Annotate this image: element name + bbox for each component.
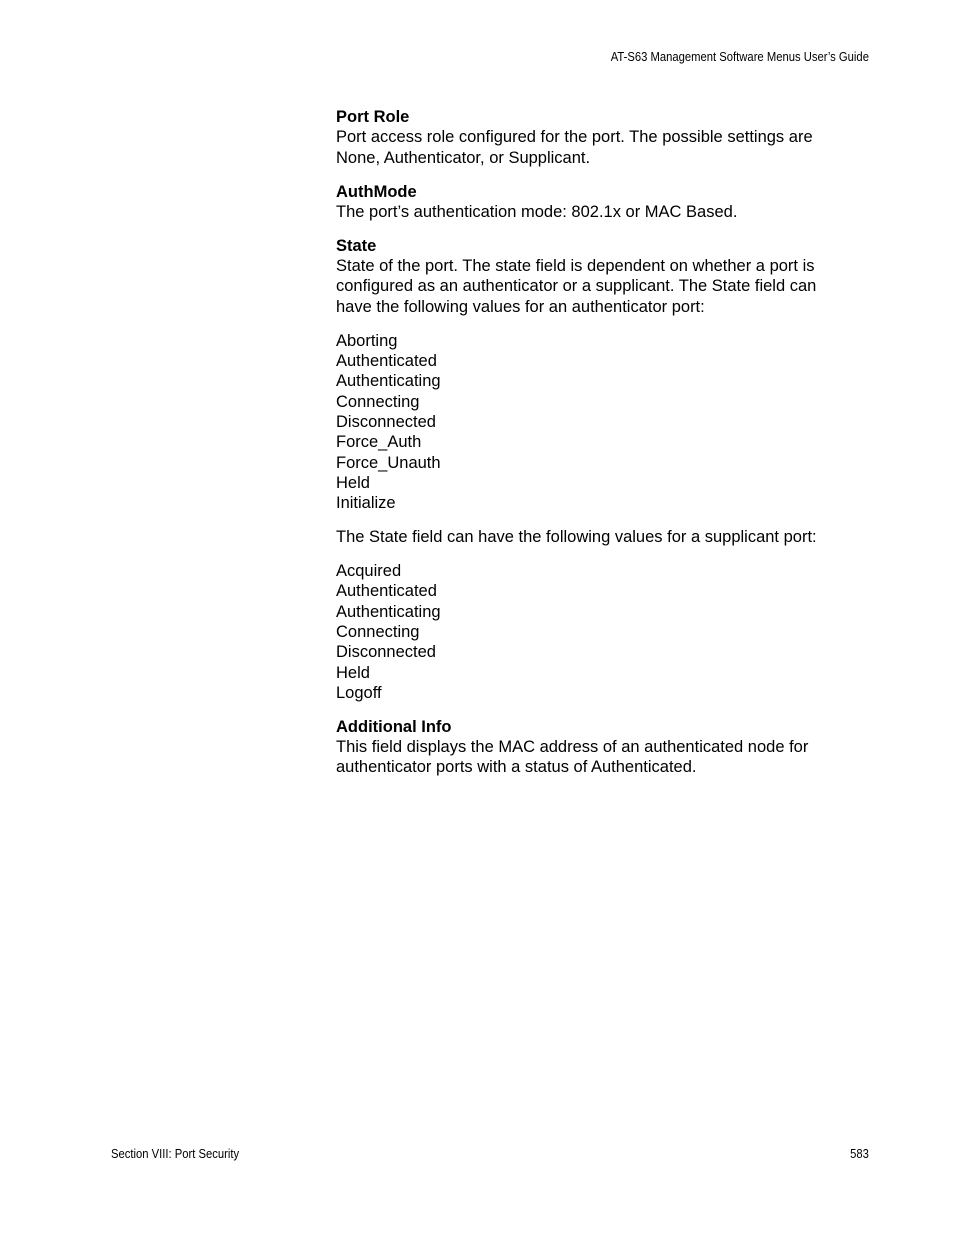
list-item: Authenticated	[336, 352, 437, 371]
list-item: Authenticating	[336, 372, 441, 391]
footer-section-label: Section VIII: Port Security	[111, 1147, 240, 1161]
list-item: Disconnected	[336, 643, 436, 662]
authmode-description: The port’s authentication mode: 802.1x or MAC Based.	[336, 202, 738, 221]
additional-info-heading: Additional Info	[336, 717, 452, 736]
page-content	[336, 107, 856, 791]
list-item: Force_Auth	[336, 433, 422, 452]
list-item: Force_Unauth	[336, 453, 441, 472]
list-item: Acquired	[336, 562, 402, 581]
list-item: Disconnected	[336, 412, 436, 431]
authenticator-state-list	[336, 331, 856, 514]
additional-info-description: This field displays the MAC address of an authenticated node for authenticator ports with a status of Authenticated.	[336, 738, 809, 777]
port-role-description: Port access role configured for the port. The possible settings are None, Authenticator, or Supplicant.	[336, 128, 813, 167]
list-item: Initialize	[336, 494, 396, 513]
list-item: Aborting	[336, 331, 398, 350]
port-role-heading: Port Role	[336, 108, 410, 126]
list-item: Authenticating	[336, 602, 441, 621]
list-item: Held	[336, 473, 370, 492]
state-description: State of the port. The state field is dependent on whether a port is configured as an authenticator or a supplicant. The State field can have the following values for an authenticator port:	[336, 257, 817, 316]
list-item: Connecting	[336, 622, 420, 641]
authmode-heading: AuthMode	[336, 182, 417, 201]
state-section	[336, 236, 856, 703]
state-heading: State	[336, 236, 377, 255]
additional-info-section	[336, 717, 856, 778]
page-number: 583	[850, 1147, 869, 1161]
authmode-section	[336, 182, 856, 223]
list-item: Logoff	[336, 683, 382, 702]
supplicant-state-list	[336, 561, 856, 703]
port-role-section	[336, 107, 856, 168]
supplicant-intro: The State field can have the following values for a supplicant port:	[336, 528, 817, 547]
list-item: Connecting	[336, 392, 420, 411]
running-header: AT-S63 Management Software Menus User’s Guide	[610, 50, 869, 64]
list-item: Authenticated	[336, 582, 437, 601]
list-item: Held	[336, 663, 370, 682]
